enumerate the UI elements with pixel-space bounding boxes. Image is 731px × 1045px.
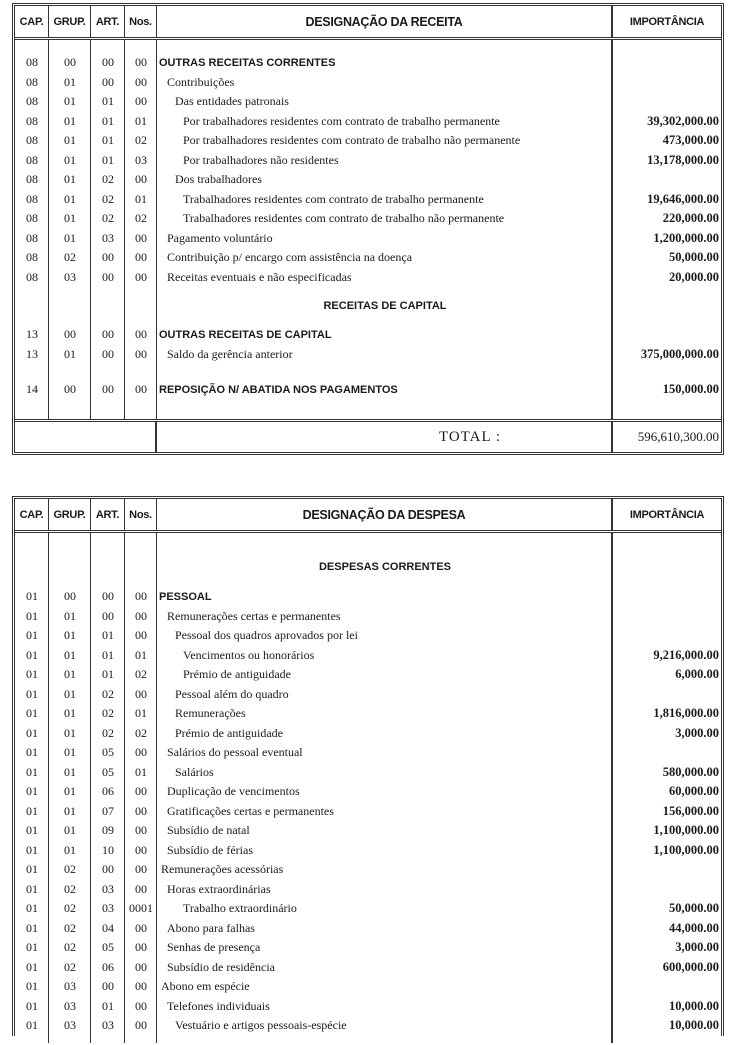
cell-cap: 01 bbox=[26, 706, 38, 721]
cell-cap: 14 bbox=[26, 382, 38, 397]
revenue-table-body bbox=[15, 40, 721, 420]
col-header-importancia: IMPORTÂNCIA bbox=[629, 508, 705, 521]
col-header-art: ART. bbox=[91, 6, 125, 37]
col-header-cap: CAP. bbox=[15, 499, 49, 530]
col-header-nos: Nos. bbox=[125, 499, 157, 530]
cell-importancia: 600,000.00 bbox=[662, 959, 719, 974]
table-row bbox=[15, 607, 721, 627]
cell-art: 05 bbox=[102, 940, 114, 955]
cell-art: 01 bbox=[102, 628, 114, 643]
cell-designacao: Subsídio de férias bbox=[167, 842, 253, 857]
cell-cap: 01 bbox=[26, 745, 38, 760]
cell-grup: 00 bbox=[64, 382, 76, 397]
cell-cap: 08 bbox=[26, 211, 38, 226]
cell-cap: 08 bbox=[26, 133, 38, 148]
cell-designacao: OUTRAS RECEITAS CORRENTES bbox=[159, 56, 336, 69]
cell-nos: 00 bbox=[135, 803, 147, 818]
cell-art: 10 bbox=[102, 842, 114, 857]
cell-cap: 08 bbox=[26, 152, 38, 167]
table-row bbox=[15, 685, 721, 705]
cell-designacao: Contribuição p/ encargo com assistência na doença bbox=[167, 250, 413, 265]
total-label: TOTAL : bbox=[157, 422, 613, 452]
cell-cap: 08 bbox=[26, 269, 38, 284]
cell-cap: 01 bbox=[26, 998, 38, 1013]
table-row bbox=[15, 73, 721, 93]
table-row bbox=[15, 626, 721, 646]
cell-grup: 01 bbox=[64, 113, 76, 128]
cell-grup: 01 bbox=[64, 764, 76, 779]
cell-nos: 01 bbox=[135, 764, 147, 779]
cell-importancia: 13,178,000.00 bbox=[647, 152, 719, 167]
cell-nos: 00 bbox=[135, 269, 147, 284]
cell-cap: 01 bbox=[26, 725, 38, 740]
cell-designacao: PESSOAL bbox=[159, 590, 212, 603]
table-row bbox=[15, 724, 721, 744]
cell-importancia: 1,100,000.00 bbox=[653, 842, 719, 857]
cell-grup: 01 bbox=[64, 133, 76, 148]
cell-grup: 01 bbox=[64, 628, 76, 643]
cell-grup: 02 bbox=[64, 881, 76, 896]
col-header-nos: Nos. bbox=[125, 6, 157, 37]
table-row bbox=[15, 345, 721, 365]
table-row bbox=[15, 325, 721, 345]
cell-nos: 00 bbox=[135, 55, 147, 70]
cell-grup: 00 bbox=[64, 589, 76, 604]
revenue-table-header bbox=[15, 6, 721, 40]
table-row bbox=[15, 958, 721, 978]
cell-art: 00 bbox=[102, 346, 114, 361]
cell-nos: 00 bbox=[135, 608, 147, 623]
cell-grup: 02 bbox=[64, 901, 76, 916]
cell-grup: 03 bbox=[64, 1018, 76, 1033]
cell-nos: 00 bbox=[135, 172, 147, 187]
cell-importancia: 10,000.00 bbox=[669, 998, 719, 1013]
cell-designacao: Duplicação de vencimentos bbox=[167, 784, 300, 799]
cell-importancia: 473,000.00 bbox=[662, 133, 719, 148]
cell-art: 00 bbox=[102, 55, 114, 70]
table-row bbox=[15, 938, 721, 958]
cell-nos: 00 bbox=[135, 1018, 147, 1033]
table-row bbox=[15, 977, 721, 997]
cell-importancia: 375,000,000.00 bbox=[640, 346, 719, 361]
cell-nos: 01 bbox=[135, 647, 147, 662]
cell-importancia: 580,000.00 bbox=[662, 764, 719, 779]
cell-nos: 00 bbox=[135, 94, 147, 109]
cell-art: 02 bbox=[102, 706, 114, 721]
table-row bbox=[15, 209, 721, 229]
cell-nos: 00 bbox=[135, 327, 147, 342]
cell-art: 01 bbox=[102, 998, 114, 1013]
cell-designacao: Abono para falhas bbox=[167, 920, 255, 935]
table-row bbox=[15, 112, 721, 132]
cell-importancia: 1,100,000.00 bbox=[653, 823, 719, 838]
table-row bbox=[15, 53, 721, 73]
cell-grup: 00 bbox=[64, 55, 76, 70]
table-row bbox=[15, 646, 721, 666]
table-row bbox=[15, 229, 721, 249]
cell-grup: 02 bbox=[64, 920, 76, 935]
cell-art: 02 bbox=[102, 211, 114, 226]
expense-table-body bbox=[15, 533, 721, 1043]
cell-designacao: Por trabalhadores residentes com contrato de trabalho não permanente bbox=[183, 133, 521, 148]
table-row bbox=[15, 802, 721, 822]
cell-nos: 00 bbox=[135, 628, 147, 643]
table-row bbox=[15, 880, 721, 900]
table-row bbox=[15, 268, 721, 288]
cell-nos: 00 bbox=[135, 250, 147, 265]
cell-designacao: Remunerações acessórias bbox=[161, 862, 284, 877]
cell-art: 03 bbox=[102, 901, 114, 916]
cell-nos: 0001 bbox=[129, 901, 153, 916]
cell-grup: 01 bbox=[64, 94, 76, 109]
cell-importancia: 3,000.00 bbox=[675, 725, 719, 740]
cell-cap: 01 bbox=[26, 647, 38, 662]
table-row bbox=[15, 919, 721, 939]
cell-cap: 01 bbox=[26, 940, 38, 955]
cell-nos: 00 bbox=[135, 382, 147, 397]
cell-nos: 00 bbox=[135, 979, 147, 994]
cell-designacao: REPOSIÇÃO N/ ABATIDA NOS PAGAMENTOS bbox=[159, 383, 398, 396]
cell-importancia: 50,000.00 bbox=[669, 901, 719, 916]
cell-grup: 01 bbox=[64, 667, 76, 682]
cell-cap: 01 bbox=[26, 862, 38, 877]
cell-cap: 01 bbox=[26, 608, 38, 623]
cell-designacao: Receitas eventuais e não especificadas bbox=[167, 269, 352, 284]
cell-cap: 01 bbox=[26, 979, 38, 994]
cell-art: 05 bbox=[102, 764, 114, 779]
section-heading: RECEITAS DE CAPITAL bbox=[323, 300, 447, 312]
cell-cap: 01 bbox=[26, 901, 38, 916]
cell-nos: 00 bbox=[135, 230, 147, 245]
cell-grup: 01 bbox=[64, 74, 76, 89]
col-header-grup: GRUP. bbox=[49, 6, 91, 37]
cell-importancia: 1,200,000.00 bbox=[653, 230, 719, 245]
table-row bbox=[15, 899, 721, 919]
cell-grup: 01 bbox=[64, 823, 76, 838]
cell-nos: 00 bbox=[135, 745, 147, 760]
cell-cap: 01 bbox=[26, 842, 38, 857]
cell-grup: 03 bbox=[64, 979, 76, 994]
cell-designacao: Prémio de antiguidade bbox=[183, 667, 291, 682]
cell-designacao: Prémio de antiguidade bbox=[175, 725, 283, 740]
cell-art: 00 bbox=[102, 382, 114, 397]
table-row bbox=[15, 190, 721, 210]
cell-art: 03 bbox=[102, 1018, 114, 1033]
cell-designacao: Subsídio de residência bbox=[167, 959, 275, 974]
cell-nos: 00 bbox=[135, 998, 147, 1013]
cell-art: 06 bbox=[102, 959, 114, 974]
table-row bbox=[15, 151, 721, 171]
cell-cap: 01 bbox=[26, 920, 38, 935]
cell-cap: 01 bbox=[26, 628, 38, 643]
cell-designacao: Trabalhadores residentes com contrato de trabalho não permanente bbox=[183, 211, 505, 226]
cell-cap: 01 bbox=[26, 803, 38, 818]
cell-nos: 02 bbox=[135, 725, 147, 740]
cell-designacao: Dos trabalhadores bbox=[175, 172, 262, 187]
cell-grup: 00 bbox=[64, 327, 76, 342]
total-value: 596,610,300.00 bbox=[637, 429, 719, 444]
table-row bbox=[15, 782, 721, 802]
col-header-art: ART. bbox=[91, 499, 125, 530]
cell-cap: 08 bbox=[26, 94, 38, 109]
table-row bbox=[15, 92, 721, 112]
col-header-designacao: DESIGNAÇÃO DA RECEITA bbox=[157, 6, 613, 37]
cell-designacao: Por trabalhadores não residentes bbox=[183, 152, 339, 167]
cell-nos: 00 bbox=[135, 881, 147, 896]
cell-art: 01 bbox=[102, 647, 114, 662]
cell-designacao: Horas extraordinárias bbox=[167, 881, 271, 896]
cell-importancia: 1,816,000.00 bbox=[653, 706, 719, 721]
cell-art: 00 bbox=[102, 979, 114, 994]
cell-grup: 01 bbox=[64, 686, 76, 701]
table-row bbox=[15, 248, 721, 268]
cell-grup: 03 bbox=[64, 269, 76, 284]
cell-designacao: Salários do pessoal eventual bbox=[167, 745, 303, 760]
cell-art: 00 bbox=[102, 327, 114, 342]
cell-nos: 01 bbox=[135, 191, 147, 206]
cell-grup: 02 bbox=[64, 940, 76, 955]
cell-art: 00 bbox=[102, 74, 114, 89]
cell-designacao: Abono em espécie bbox=[161, 979, 250, 994]
cell-designacao: Vencimentos ou honorários bbox=[183, 647, 315, 662]
cell-nos: 00 bbox=[135, 784, 147, 799]
cell-grup: 02 bbox=[64, 250, 76, 265]
expense-table bbox=[12, 496, 724, 1036]
cell-importancia: 150,000.00 bbox=[662, 382, 719, 397]
table-row bbox=[15, 743, 721, 763]
col-header-cap: CAP. bbox=[15, 6, 49, 37]
cell-grup: 01 bbox=[64, 725, 76, 740]
cell-cap: 01 bbox=[26, 784, 38, 799]
cell-nos: 00 bbox=[135, 842, 147, 857]
cell-grup: 01 bbox=[64, 803, 76, 818]
cell-art: 01 bbox=[102, 113, 114, 128]
cell-cap: 08 bbox=[26, 55, 38, 70]
cell-grup: 01 bbox=[64, 706, 76, 721]
cell-importancia: 10,000.00 bbox=[669, 1018, 719, 1033]
cell-designacao: Remunerações bbox=[175, 706, 246, 721]
cell-art: 01 bbox=[102, 133, 114, 148]
cell-art: 09 bbox=[102, 823, 114, 838]
table-row bbox=[15, 665, 721, 685]
cell-cap: 01 bbox=[26, 823, 38, 838]
cell-cap: 01 bbox=[26, 881, 38, 896]
cell-cap: 01 bbox=[26, 667, 38, 682]
cell-art: 03 bbox=[102, 230, 114, 245]
expense-table-header bbox=[15, 499, 721, 533]
cell-nos: 00 bbox=[135, 920, 147, 935]
table-row bbox=[15, 170, 721, 190]
cell-nos: 02 bbox=[135, 667, 147, 682]
cell-grup: 01 bbox=[64, 346, 76, 361]
cell-importancia: 220,000.00 bbox=[662, 211, 719, 226]
cell-nos: 00 bbox=[135, 346, 147, 361]
cell-importancia: 44,000.00 bbox=[669, 920, 719, 935]
cell-grup: 02 bbox=[64, 862, 76, 877]
cell-cap: 08 bbox=[26, 191, 38, 206]
cell-designacao: Das entidades patronais bbox=[175, 94, 289, 109]
cell-designacao: Trabalhadores residentes com contrato de trabalho permanente bbox=[183, 191, 484, 206]
cell-nos: 00 bbox=[135, 823, 147, 838]
cell-art: 00 bbox=[102, 269, 114, 284]
cell-nos: 00 bbox=[135, 686, 147, 701]
table-row bbox=[15, 763, 721, 783]
cell-art: 07 bbox=[102, 803, 114, 818]
cell-art: 02 bbox=[102, 686, 114, 701]
cell-art: 06 bbox=[102, 784, 114, 799]
cell-art: 01 bbox=[102, 152, 114, 167]
cell-cap: 01 bbox=[26, 959, 38, 974]
cell-grup: 01 bbox=[64, 784, 76, 799]
cell-nos: 02 bbox=[135, 211, 147, 226]
cell-art: 04 bbox=[102, 920, 114, 935]
cell-importancia: 19,646,000.00 bbox=[647, 191, 719, 206]
cell-nos: 03 bbox=[135, 152, 147, 167]
cell-art: 03 bbox=[102, 881, 114, 896]
cell-cap: 01 bbox=[26, 1018, 38, 1033]
cell-art: 00 bbox=[102, 589, 114, 604]
total-row bbox=[15, 419, 721, 452]
cell-cap: 08 bbox=[26, 74, 38, 89]
table-row bbox=[15, 860, 721, 880]
cell-designacao: Saldo da gerência anterior bbox=[167, 346, 293, 361]
cell-cap: 01 bbox=[26, 686, 38, 701]
cell-nos: 00 bbox=[135, 940, 147, 955]
cell-nos: 00 bbox=[135, 74, 147, 89]
cell-designacao: Trabalho extraordinário bbox=[183, 901, 297, 916]
cell-grup: 03 bbox=[64, 998, 76, 1013]
cell-designacao: Pessoal dos quadros aprovados por lei bbox=[175, 628, 358, 643]
cell-cap: 08 bbox=[26, 250, 38, 265]
cell-importancia: 60,000.00 bbox=[669, 784, 719, 799]
cell-designacao: Pessoal além do quadro bbox=[175, 686, 289, 701]
cell-nos: 00 bbox=[135, 862, 147, 877]
table-row bbox=[15, 380, 721, 400]
cell-designacao: Vestuário e artigos pessoais-espécie bbox=[175, 1018, 347, 1033]
cell-cap: 13 bbox=[26, 327, 38, 342]
cell-grup: 01 bbox=[64, 172, 76, 187]
cell-cap: 13 bbox=[26, 346, 38, 361]
table-row bbox=[15, 841, 721, 861]
cell-grup: 01 bbox=[64, 745, 76, 760]
cell-art: 00 bbox=[102, 862, 114, 877]
cell-art: 02 bbox=[102, 725, 114, 740]
cell-art: 02 bbox=[102, 191, 114, 206]
cell-grup: 01 bbox=[64, 842, 76, 857]
cell-designacao: Subsídio de natal bbox=[167, 823, 250, 838]
cell-cap: 08 bbox=[26, 230, 38, 245]
table-row bbox=[15, 821, 721, 841]
revenue-table bbox=[12, 3, 724, 455]
cell-importancia: 6,000.00 bbox=[675, 667, 719, 682]
cell-designacao: Remunerações certas e permanentes bbox=[167, 608, 341, 623]
table-row bbox=[15, 1016, 721, 1036]
col-header-importancia: IMPORTÂNCIA bbox=[629, 15, 705, 28]
table-row bbox=[15, 587, 721, 607]
cell-cap: 08 bbox=[26, 172, 38, 187]
cell-grup: 01 bbox=[64, 230, 76, 245]
cell-nos: 01 bbox=[135, 113, 147, 128]
cell-art: 00 bbox=[102, 250, 114, 265]
cell-art: 01 bbox=[102, 667, 114, 682]
cell-art: 05 bbox=[102, 745, 114, 760]
cell-designacao: Telefones individuais bbox=[167, 998, 270, 1013]
col-header-designacao: DESIGNAÇÃO DA DESPESA bbox=[157, 499, 613, 530]
table-row bbox=[15, 704, 721, 724]
cell-nos: 01 bbox=[135, 706, 147, 721]
cell-designacao: Salários bbox=[175, 764, 214, 779]
col-header-grup: GRUP. bbox=[49, 499, 91, 530]
cell-art: 01 bbox=[102, 94, 114, 109]
cell-importancia: 50,000.00 bbox=[669, 250, 719, 265]
cell-grup: 01 bbox=[64, 647, 76, 662]
cell-art: 00 bbox=[102, 608, 114, 623]
cell-grup: 01 bbox=[64, 152, 76, 167]
cell-designacao: Gratificações certas e permanentes bbox=[167, 803, 334, 818]
cell-importancia: 3,000.00 bbox=[675, 940, 719, 955]
cell-nos: 00 bbox=[135, 959, 147, 974]
cell-importancia: 156,000.00 bbox=[662, 803, 719, 818]
cell-importancia: 20,000.00 bbox=[669, 269, 719, 284]
cell-grup: 02 bbox=[64, 959, 76, 974]
table-row bbox=[15, 997, 721, 1017]
table-row bbox=[15, 131, 721, 151]
cell-art: 02 bbox=[102, 172, 114, 187]
cell-grup: 01 bbox=[64, 191, 76, 206]
section-heading: DESPESAS CORRENTES bbox=[318, 561, 452, 573]
cell-designacao: Senhas de presença bbox=[167, 940, 261, 955]
cell-designacao: Pagamento voluntário bbox=[167, 230, 273, 245]
cell-grup: 01 bbox=[64, 211, 76, 226]
cell-designacao: OUTRAS RECEITAS DE CAPITAL bbox=[159, 328, 332, 341]
cell-nos: 02 bbox=[135, 133, 147, 148]
cell-importancia: 39,302,000.00 bbox=[647, 113, 719, 128]
cell-cap: 01 bbox=[26, 589, 38, 604]
cell-cap: 08 bbox=[26, 113, 38, 128]
cell-importancia: 9,216,000.00 bbox=[653, 647, 719, 662]
cell-cap: 01 bbox=[26, 764, 38, 779]
cell-designacao: Contribuições bbox=[167, 74, 235, 89]
cell-grup: 01 bbox=[64, 608, 76, 623]
cell-designacao: Por trabalhadores residentes com contrato de trabalho permanente bbox=[183, 113, 500, 128]
cell-nos: 00 bbox=[135, 589, 147, 604]
